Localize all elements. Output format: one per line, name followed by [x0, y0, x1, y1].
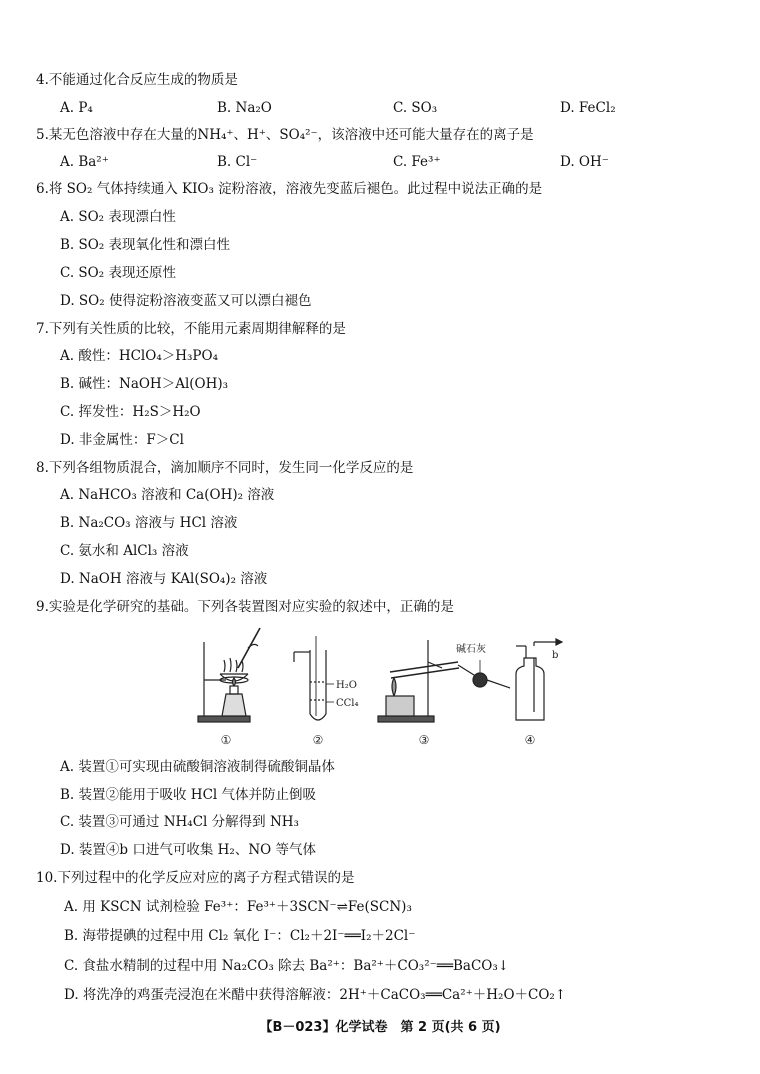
label-4: ④	[524, 733, 536, 747]
option-d: D. FeCl₂	[560, 100, 616, 116]
option-c: C. 装置③可通过 NH₄Cl 分解得到 NH₃	[60, 814, 299, 830]
question-6-stem: 6.将 SO₂ 气体持续通入 KIO₃ 淀粉溶液，溶液先变蓝后褪色。此过程中说法正确的是	[36, 181, 543, 197]
question-9-stem: 9.实验是化学研究的基础。下列各装置图对应实验的叙述中，正确的是	[36, 599, 454, 615]
option-c: C. Fe³⁺	[393, 154, 441, 170]
option-b: B. 装置②能用于吸收 HCl 气体并防止倒吸	[60, 787, 317, 803]
label-ccl4: CCl₄	[336, 698, 359, 709]
question-5-options	[60, 153, 700, 171]
option-d: D. 非金属性：F＞Cl	[60, 432, 184, 448]
option-a: A. 用 KSCN 试剂检验 Fe³⁺：Fe³⁺＋3SCN⁻⇌Fe(SCN)₃	[64, 899, 412, 915]
option-d: D. 将洗净的鸡蛋壳浸泡在米醋中获得溶解液：2H⁺＋CaCO₃══Ca²⁺＋H₂O＋CO₂↑	[64, 987, 567, 1003]
option-b: B. Cl⁻	[217, 154, 258, 170]
label-1: ①	[220, 733, 232, 747]
label-b: b	[552, 650, 559, 661]
question-10-stem: 10.下列过程中的化学反应对应的离子方程式错误的是	[36, 870, 355, 886]
option-a: A. SO₂ 表现漂白性	[60, 209, 176, 225]
option-d: D. 装置④b 口进气可收集 H₂、NO 等气体	[60, 842, 317, 858]
option-b: B. Na₂O	[217, 100, 272, 116]
option-b: B. Na₂CO₃ 溶液与 HCl 溶液	[60, 515, 238, 531]
option-d: D. NaOH 溶液与 KAl(SO₄)₂ 溶液	[60, 571, 268, 587]
page-footer: 【B－023】化学试卷 第 2 页(共 6 页)	[259, 1020, 501, 1035]
label-h2o: H₂O	[336, 680, 357, 691]
apparatus-4-gas-bottle	[516, 639, 562, 720]
option-a: A. P₄	[60, 100, 93, 116]
option-a: A. 酸性：HClO₄＞H₃PO₄	[60, 348, 218, 364]
option-b: B. SO₂ 表现氧化性和漂白性	[60, 237, 231, 253]
option-d: D. SO₂ 使得淀粉溶液变蓝又可以漂白褪色	[60, 293, 312, 309]
question-4-stem: 4.不能通过化合反应生成的物质是	[36, 72, 238, 88]
option-c: C. 食盐水精制的过程中用 Na₂CO₃ 除去 Ba²⁺：Ba²⁺＋CO₃²⁻══BaCO₃↓	[64, 958, 510, 974]
option-b: B. 碱性：NaOH＞Al(OH)₃	[60, 376, 229, 392]
option-d: D. OH⁻	[560, 154, 609, 170]
question-4-options	[60, 99, 700, 117]
option-a: A. 装置①可实现由硫酸铜溶液制得硫酸铜晶体	[60, 759, 335, 775]
question-7-stem: 7.下列有关性质的比较，不能用元素周期律解释的是	[36, 321, 346, 337]
apparatus-3-heating-tube	[378, 640, 510, 722]
option-c: C. SO₃	[393, 100, 438, 116]
option-a: A. NaHCO₃ 溶液和 Ca(OH)₂ 溶液	[60, 487, 275, 503]
option-b: B. 海带提碘的过程中用 Cl₂ 氧化 I⁻：Cl₂＋2I⁻══I₂＋2Cl⁻	[64, 928, 416, 944]
option-c: C. SO₂ 表现还原性	[60, 265, 176, 281]
apparatus-1-evaporation	[198, 628, 260, 722]
label-2: ②	[312, 733, 324, 747]
option-a: A. Ba²⁺	[60, 154, 109, 170]
question-5-stem: 5.某无色溶液中存在大量的NH₄⁺、H⁺、SO₄²⁻，该溶液中还可能大量存在的离子是	[36, 127, 534, 143]
label-3: ③	[418, 733, 430, 747]
apparatus-figure	[190, 622, 570, 750]
label-soda-lime: 碱石灰	[456, 644, 486, 655]
option-c: C. 挥发性：H₂S＞H₂O	[60, 404, 201, 420]
apparatus-2-test-tube	[294, 636, 359, 720]
question-8-stem: 8.下列各组物质混合，滴加顺序不同时，发生同一化学反应的是	[36, 460, 414, 476]
option-c: C. 氨水和 AlCl₃ 溶液	[60, 543, 189, 559]
